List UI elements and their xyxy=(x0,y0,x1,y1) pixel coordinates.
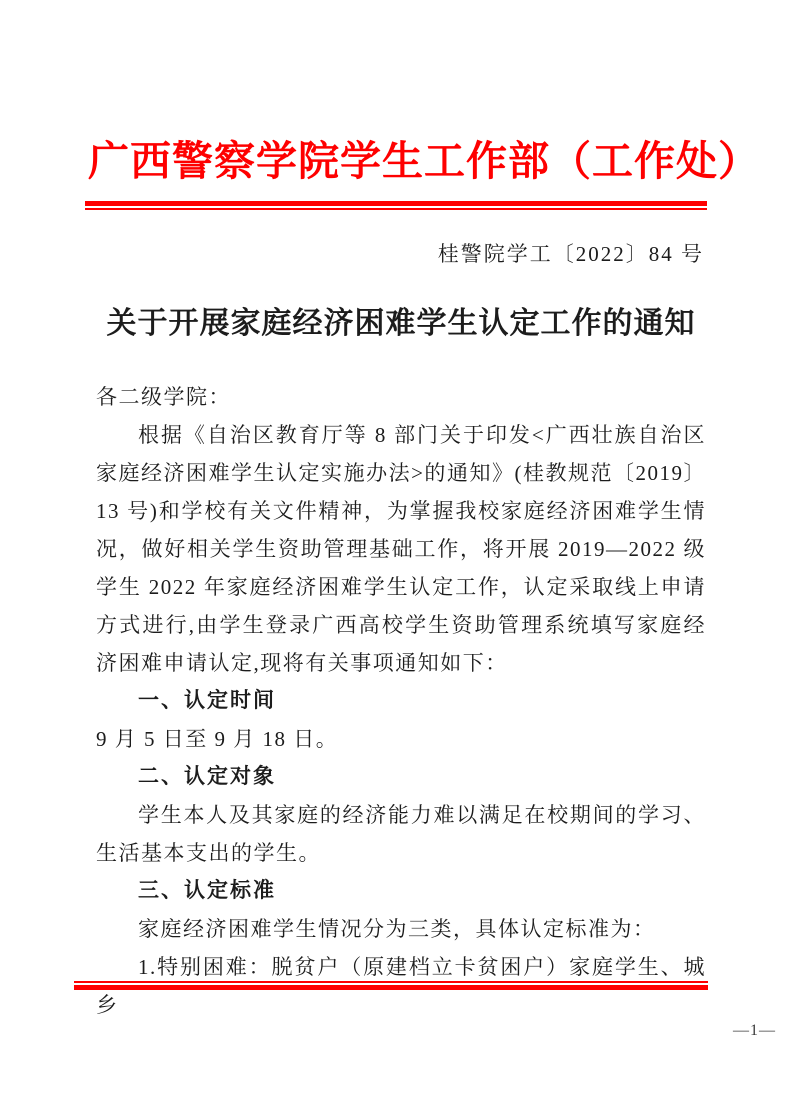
document-title: 关于开展家庭经济困难学生认定工作的通知 xyxy=(106,307,696,340)
page-number: —1— xyxy=(733,1022,776,1039)
footer-divider-rule xyxy=(74,981,708,990)
salutation-line: 各二级学院： xyxy=(96,385,231,409)
section-3-intro-text: 家庭经济困难学生情况分为三类，具体认定标准为： xyxy=(138,917,656,941)
section-heading-3: 三、认定标准 xyxy=(138,879,276,902)
footer-divider-thick-line xyxy=(74,985,708,990)
letterhead-title: 广西警察学院学生工作部（工作处） xyxy=(88,138,760,184)
intro-paragraph: 根据《自治区教育厅等 8 部门关于印发<广西壮族自治区家庭经济困难学生认定实施办法>的通知》(桂教规范〔2019〕13 号)和学校有关文件精神，为掌握我校家庭经济困难学生情况，做好相关学生资助管理基础工作，将开展 2019—2022 级学生 2022 年家庭经济困难学生认定工作，认定采取线上申请方式进行,由学生登录广西高校学生资助管理系统填写家庭经济困难申请认定,现将有关事项通知如下： xyxy=(96,423,706,675)
document-body xyxy=(96,378,706,1024)
header-divider-rule xyxy=(85,201,707,210)
section-3-item-1-text: 1.特别困难：脱贫户（原建档立卡贫困户）家庭学生、城乡 xyxy=(96,955,706,1017)
document-reference-number: 桂警院学工〔2022〕84 号 xyxy=(437,242,704,266)
header-divider-thin-line xyxy=(85,208,707,210)
section-1-text: 9 月 5 日至 9 月 18 日。 xyxy=(96,727,339,751)
section-2-text: 学生本人及其家庭的经济能力难以满足在校期间的学习、生活基本支出的学生。 xyxy=(96,803,706,865)
section-heading-2: 二、认定对象 xyxy=(138,765,276,788)
section-heading-1: 一、认定时间 xyxy=(138,689,276,712)
